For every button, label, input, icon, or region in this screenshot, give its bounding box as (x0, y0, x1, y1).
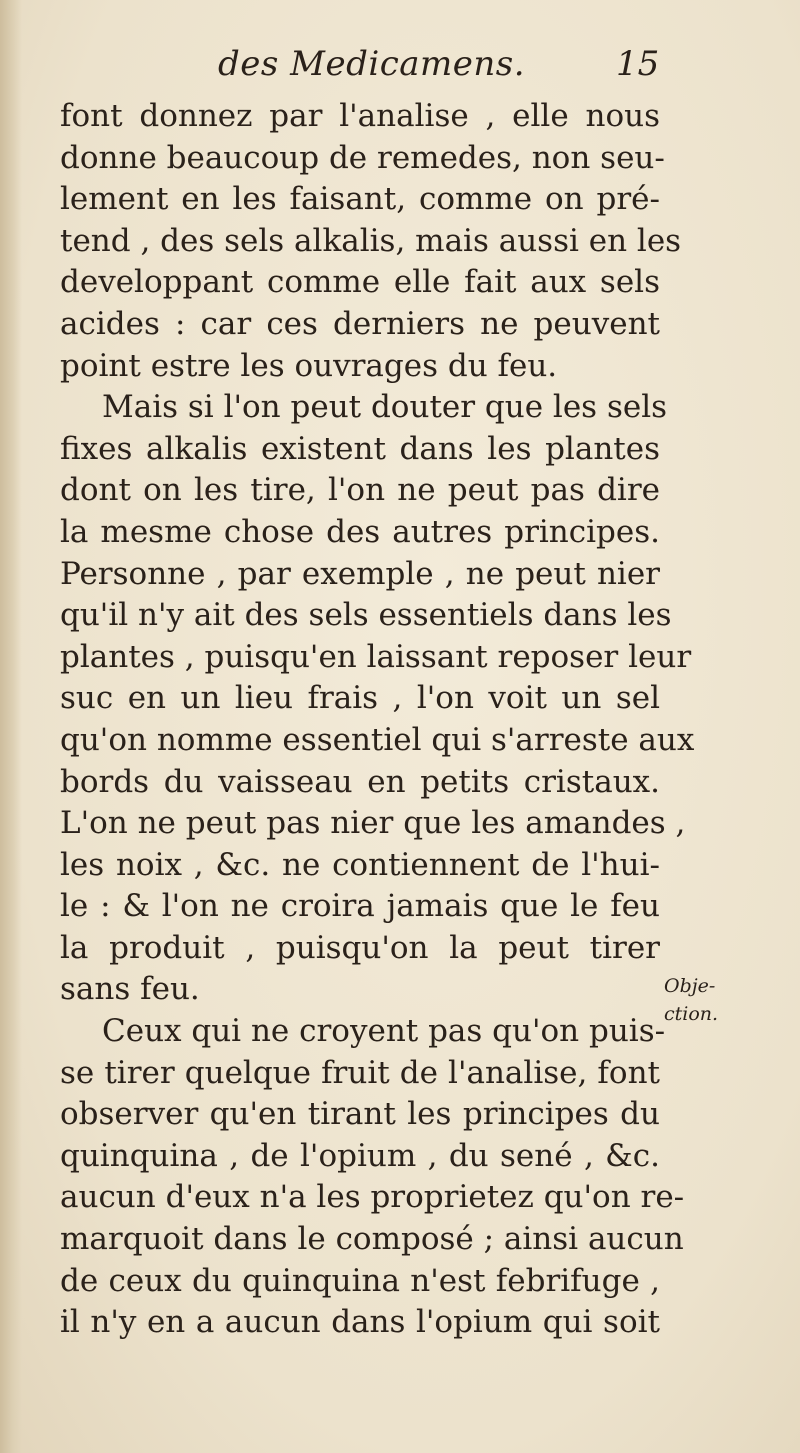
margin-note-line: Obje- (664, 975, 716, 997)
text-line: Ceux qui ne croyent pas qu'on puis- (102, 1013, 666, 1050)
text-line: la mesme chose des autres principes. (60, 513, 660, 550)
text-line: donne beaucoup de remedes, non seu- (60, 139, 665, 176)
text-line: sans feu. (60, 971, 200, 1008)
text-line: le : & l'on ne croira jamais que le feu (60, 888, 660, 925)
text-line: observer qu'en tirant les principes du (60, 1096, 660, 1133)
text-line: qu'il n'y ait des sels essentiels dans les (60, 597, 672, 634)
text-line: aucun d'eux n'a les proprietez qu'on re- (60, 1179, 685, 1216)
text-line: lement en les faisant, comme on pré- (60, 181, 660, 218)
text-line: se tirer quelque fruit de l'analise, font (60, 1054, 660, 1091)
text-line: Personne , par exemple , ne peut nier (60, 555, 660, 592)
text-line: font donnez par l'analise , elle nous (60, 98, 660, 134)
margin-note (664, 972, 718, 1028)
text-line: dont on les tire, l'on ne peut pas dire (60, 472, 660, 509)
text-line: de ceux du quinquina n'est febrifuge , (60, 1262, 660, 1299)
text-line: point estre les ouvrages du feu. (60, 347, 558, 384)
page-header (0, 44, 800, 94)
paragraph (60, 96, 682, 387)
text-line: marquoit dans le composé ; ainsi aucun (60, 1221, 684, 1258)
page-number: 15 (616, 44, 660, 84)
paragraph (60, 1011, 685, 1344)
text-line: fixes alkalis existent dans les plantes (60, 430, 660, 467)
text-line: tend , des sels alkalis, mais aussi en les (60, 222, 682, 259)
margin-note-line: ction. (664, 1003, 719, 1025)
text-line: plantes , puisqu'en laissant reposer leur (60, 638, 692, 675)
text-line: bords du vaisseau en petits cristaux. (60, 763, 660, 800)
text-line: les noix , &c. ne contiennent de l'hui- (60, 846, 660, 883)
text-line: developpant comme elle fait aux sels (60, 264, 660, 301)
running-head: des Medicamens. (218, 44, 526, 84)
text-line: il n'y en a aucun dans l'opium qui soit (60, 1304, 660, 1341)
page-gutter (0, 0, 22, 1453)
text-line: L'on ne peut pas nier que les amandes , (60, 805, 686, 842)
text-line: suc en un lieu frais , l'on voit un sel (60, 680, 660, 717)
text-line: acides : car ces derniers ne peuvent (60, 305, 660, 342)
text-line: Mais si l'on peut douter que les sels (102, 389, 668, 426)
text-line: qu'on nomme essentiel qui s'arreste aux (60, 721, 695, 758)
text-line: quinquina , de l'opium , du sené , &c. (60, 1137, 660, 1174)
text-line: la produit , puisqu'on la peut tirer (60, 929, 660, 966)
